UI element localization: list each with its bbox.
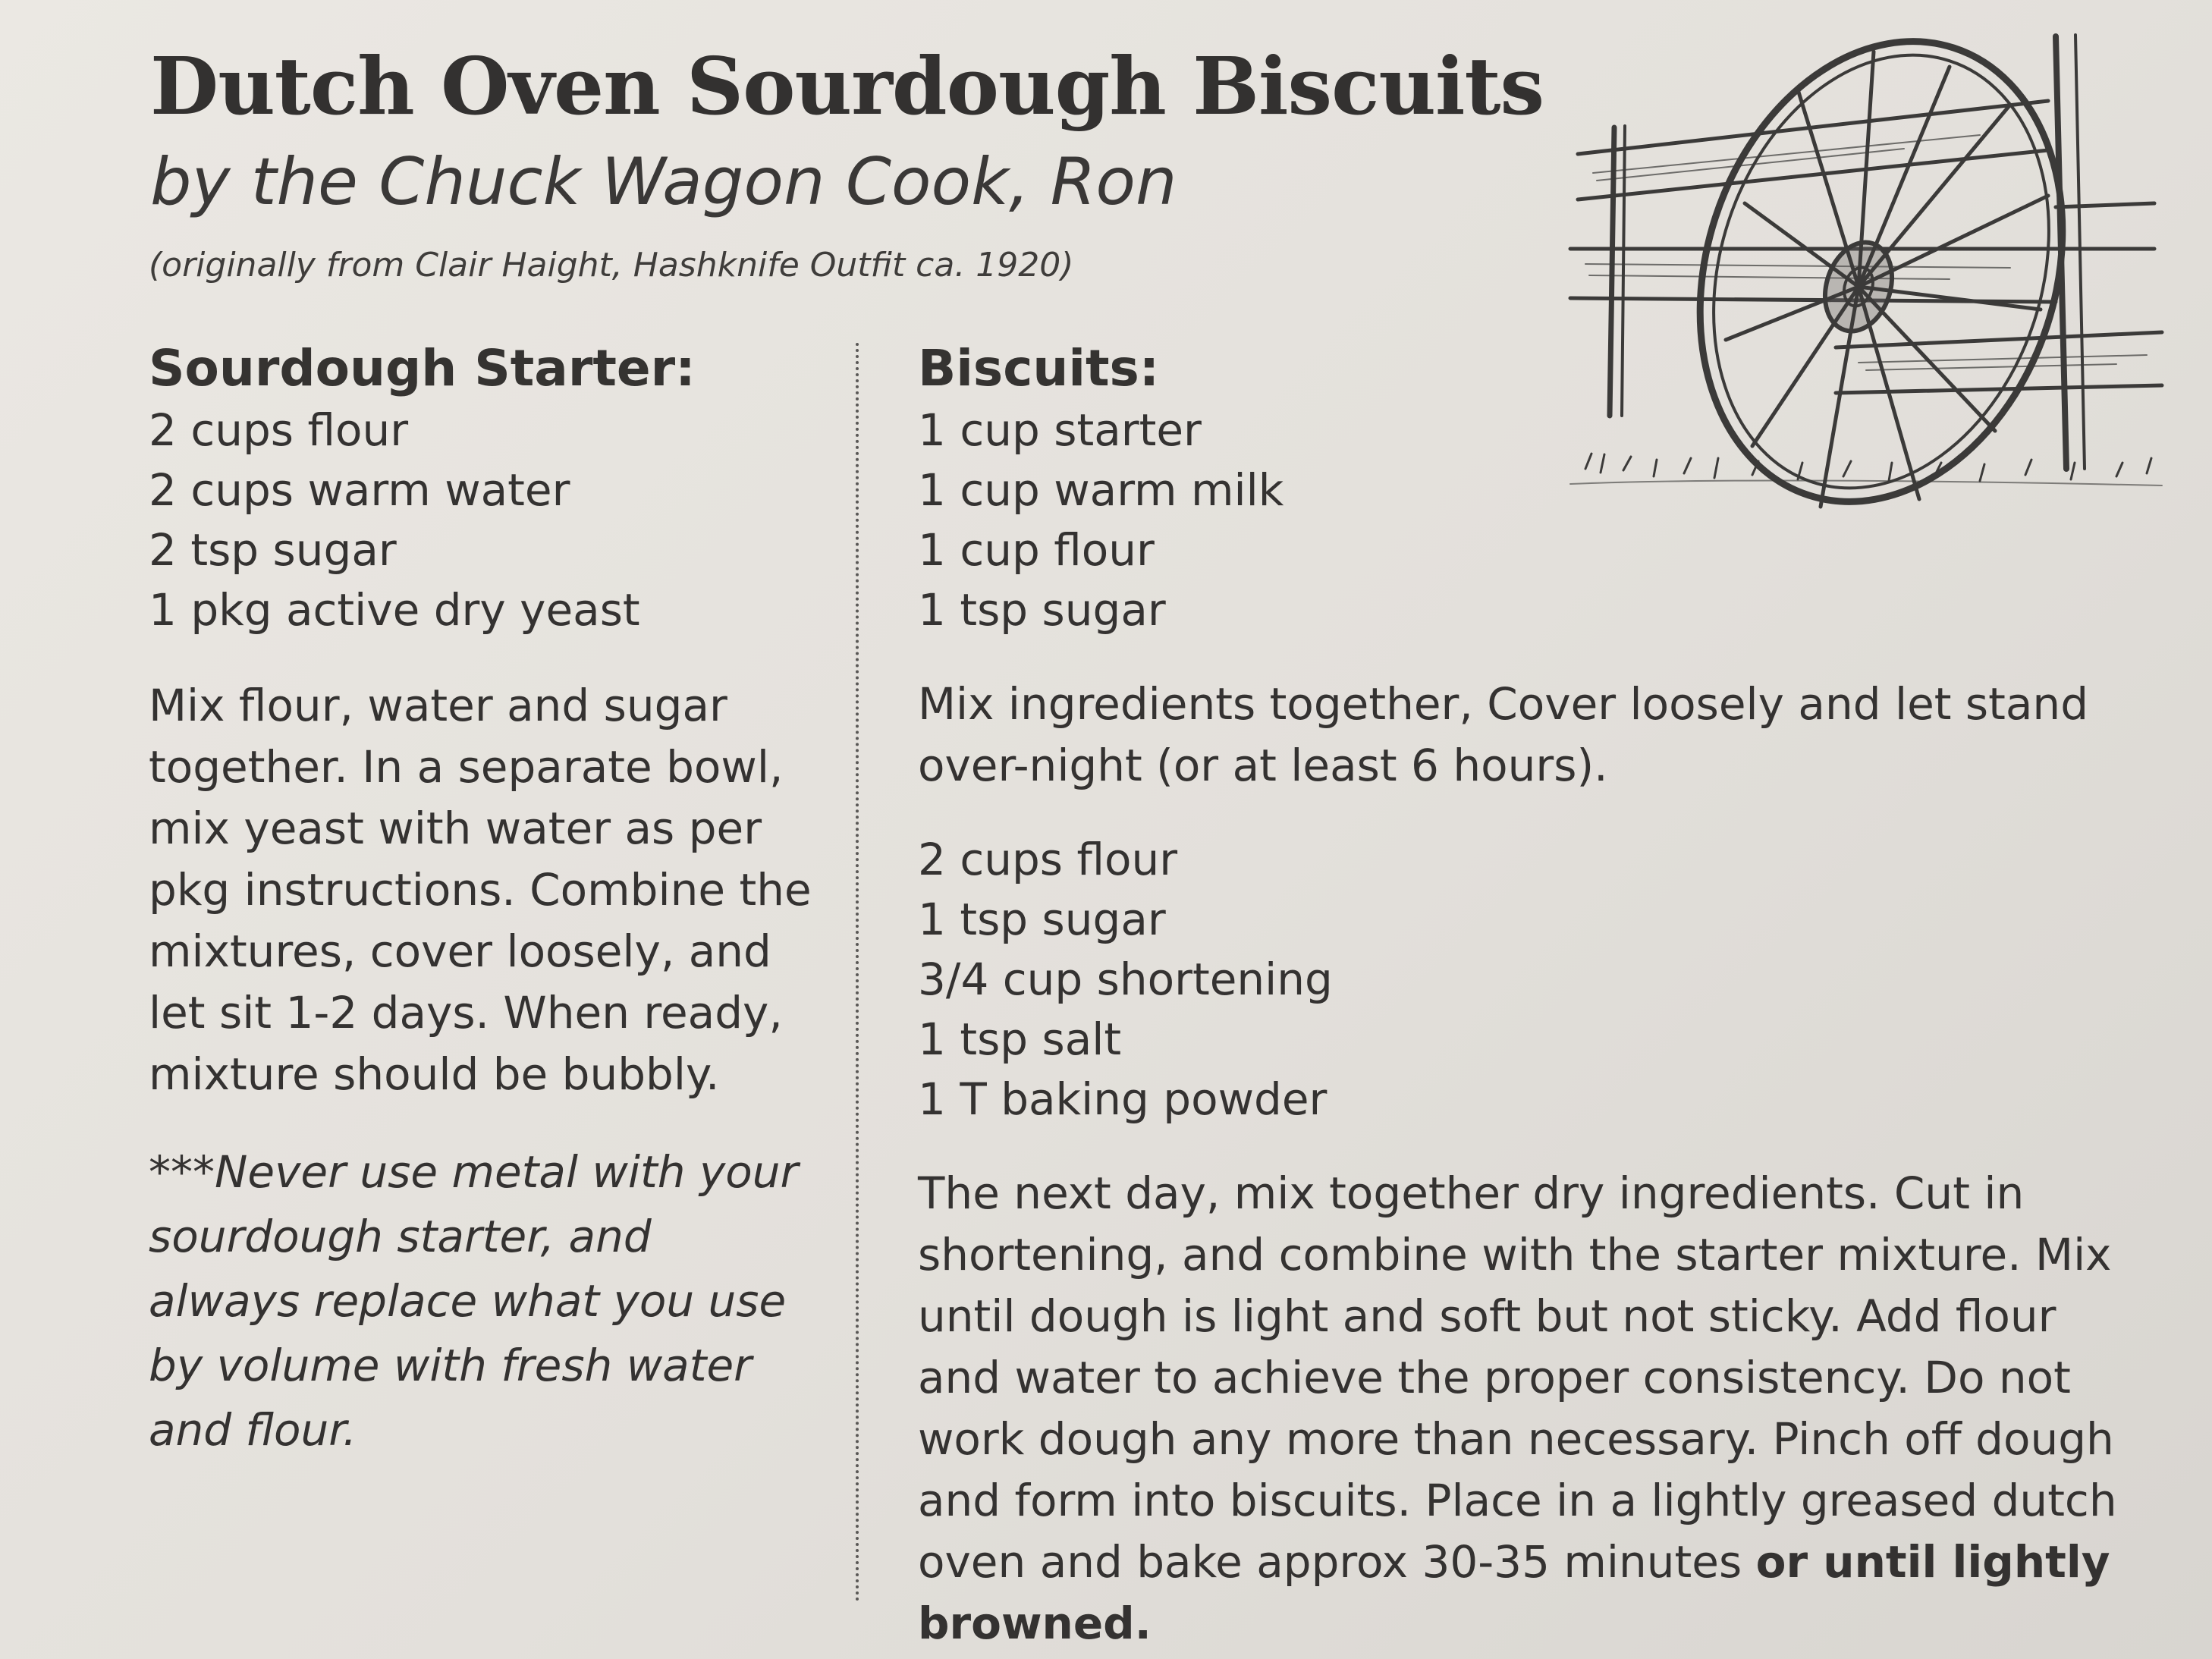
list-item: 1 cup starter	[918, 404, 1202, 456]
starter-heading: Sourdough Starter:	[149, 339, 696, 397]
list-item: 1 tsp salt	[918, 1013, 1122, 1065]
recipe-attribution: (originally from Clair Haight, Hashknife Outfit ca. 1920)	[149, 246, 1074, 284]
list-item: 1 T baking powder	[918, 1073, 1328, 1125]
list-item: 1 cup warm milk	[918, 464, 1284, 516]
biscuits-instructions-2	[918, 1163, 2132, 1654]
list-item: 2 tsp sugar	[149, 524, 397, 576]
starter-column	[149, 337, 816, 1463]
column-divider	[856, 343, 859, 1602]
instructions-text: The next day, mix together dry ingredients. Cut in shortening, and combine with the starter mixture. Mix until dough is light and soft but not sticky. Add flour and water to achieve the proper consistency. Do not work dough any more than necessary. Pinch off dough and form into biscuits. Place in a lightly greased dutch oven and bake approx 30-35 minutes	[918, 1167, 2117, 1588]
list-item: 1 cup flour	[918, 524, 1155, 576]
biscuits-instructions-1: Mix ingredients together, Cover loosely and let stand over-night (or at least 6 hours).	[918, 678, 2089, 791]
list-item: 2 cups warm water	[149, 464, 570, 516]
list-item: 2 cups flour	[918, 834, 1178, 885]
list-item: 2 cups flour	[149, 404, 409, 456]
list-item: 1 pkg active dry yeast	[149, 584, 640, 636]
starter-instructions: Mix flour, water and sugar together. In a separate bowl, mix yeast with water as per pkg instructions. Combine the mixtures, cover loosely, and let sit 1-2 days. When ready, mixture should be bubbly.	[149, 680, 812, 1100]
recipe-title: Dutch Oven Sourdough Biscuits	[150, 39, 1544, 133]
list-item: 3/4 cup shortening	[918, 954, 1333, 1005]
list-item: 1 tsp sugar	[918, 894, 1166, 945]
biscuits-column	[918, 337, 2162, 1654]
biscuits-heading: Biscuits:	[918, 339, 1160, 397]
recipe-subtitle: by the Chuck Wagon Cook, Ron	[150, 144, 1177, 220]
biscuits-ingredients-2	[918, 830, 2162, 1130]
biscuits-ingredients-1	[918, 401, 2162, 640]
instructions-bold-ending: or until lightly browned.	[918, 1536, 2110, 1649]
starter-note: ***Never use metal with your sourdough starter, and always replace what you use by volume with fresh water and flour.	[149, 1146, 799, 1456]
starter-ingredients	[149, 401, 816, 640]
list-item: 1 tsp sugar	[918, 584, 1166, 636]
